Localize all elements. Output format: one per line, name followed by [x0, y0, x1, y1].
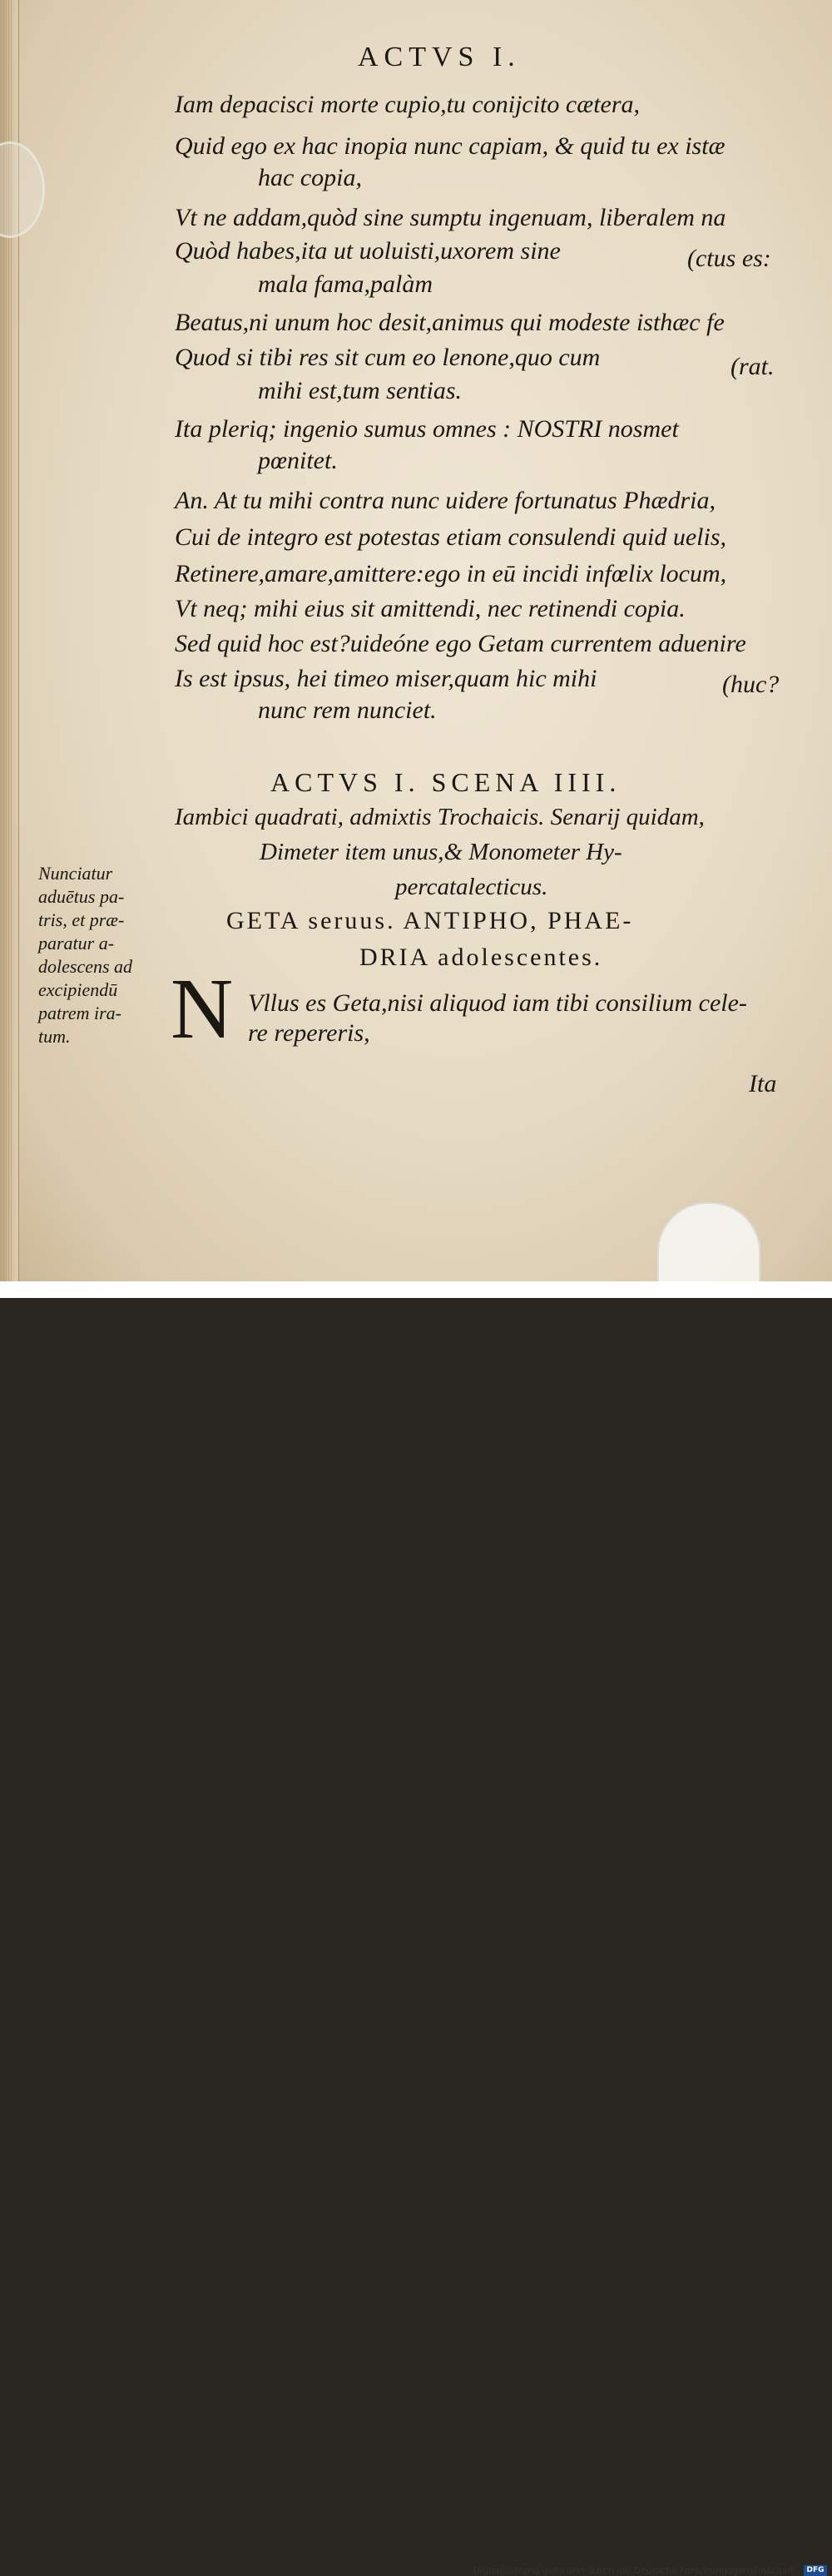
drop-cap: N — [171, 961, 234, 1057]
scene-heading: ACTVS I. SCENA IIII. — [270, 767, 622, 797]
verse-line: Sed quid hoc est?uideóne ego Getam currentem aduenire — [175, 630, 746, 657]
running-head: ACTVS I. — [358, 42, 521, 72]
page-clip — [657, 1202, 760, 1281]
dramatis-personae: DRIA adolescentes. — [359, 944, 603, 971]
meter-note: Iambici quadrati, admixtis Trochaicis. Senarij quidam, — [175, 804, 705, 830]
verse-turnover: (ctus es: — [687, 245, 771, 272]
verse-line: Quid ego ex hac inopia nunc capiam, & quid tu ex istæ — [175, 132, 726, 160]
verse-line: Quod si tibi res sit cum eo lenone,quo cum — [175, 344, 601, 371]
catchword: Ita — [749, 1070, 777, 1097]
opening-line: re repereris, — [248, 1019, 370, 1047]
verse-line: Quòd habes,ita ut uoluisti,uxorem sine — [175, 237, 561, 265]
meter-note: percatalecticus. — [395, 874, 548, 900]
footer-bar — [0, 1281, 832, 2576]
verse-line: An. At tu mihi contra nunc uidere fortunatus Phædria, — [175, 487, 716, 514]
dramatis-personae: GETA seruus. ANTIPHO, PHAE- — [226, 907, 634, 934]
verse-line: Ita pleriq; ingenio sumus omnes : NOSTRI nosmet — [175, 415, 679, 443]
verse-line: mala fama,palàm — [258, 270, 433, 298]
verse-line: nunc rem nunciet. — [258, 696, 437, 724]
marginal-note-line: Nunciatur — [38, 863, 113, 884]
marginal-note-line: aduētus pa- — [38, 886, 125, 907]
verse-line: mihi est,tum sentias. — [258, 377, 462, 404]
marginal-note-line: tum. — [38, 1026, 71, 1047]
verse-line: Beatus,ni unum hoc desit,animus qui modeste isthæc fe — [175, 309, 725, 336]
verse-line: Vt neq; mihi eius sit amittendi, nec retinendi copia. — [175, 595, 686, 622]
marginal-note — [38, 862, 171, 1048]
verse-line: Cui de integro est potestas etiam consulendi quid uelis, — [175, 523, 726, 551]
book-page — [0, 0, 832, 1281]
marginal-note-line: excipiendū — [38, 979, 118, 1000]
page-clip — [0, 141, 45, 238]
verse-line: Iam depacisci morte cupio,tu conijcito cætera, — [175, 91, 641, 118]
verse-line: hac copia, — [258, 164, 362, 191]
marginal-note-line: dolescens ad — [38, 956, 133, 977]
meter-note: Dimeter item unus,& Monometer Hy- — [260, 839, 622, 865]
marginal-note-line: patrem ira- — [38, 1003, 122, 1023]
verse-line: pœnitet. — [258, 447, 338, 474]
funding-credit: Digitalisierung gefördert durch die Deutsche Forschungsgemeinschaft - — [473, 2565, 800, 2576]
verse-line: Retinere,amare,amittere:ego in eū incidi infœlix locum, — [175, 560, 727, 587]
verse-turnover: (rat. — [730, 353, 775, 380]
dfg-logo: DFG — [804, 2565, 827, 2576]
opening-line: Vllus es Geta,nisi aliquod iam tibi consilium cele- — [248, 989, 747, 1017]
marginal-note-line: tris, et præ- — [38, 909, 125, 930]
verse-turnover: (huc? — [722, 671, 780, 698]
verse-line: Is est ipsus, hei timeo miser,quam hic mihi — [175, 665, 597, 692]
verse-line: Vt ne addam,quòd sine sumptu ingenuam, liberalem na — [175, 204, 726, 231]
marginal-note-line: paratur a- — [38, 933, 115, 954]
